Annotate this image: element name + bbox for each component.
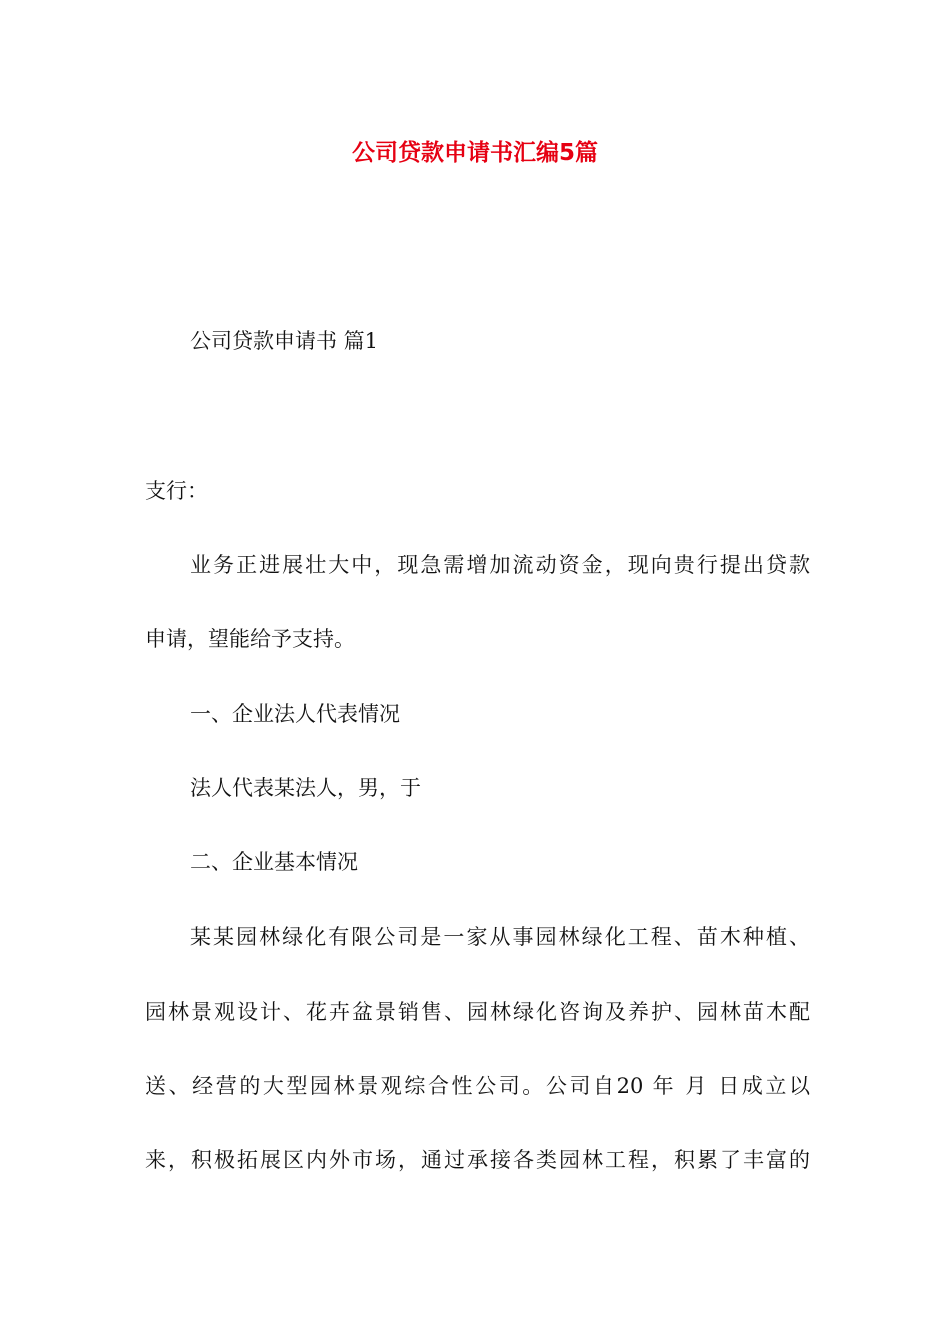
document-title: 公司贷款申请书汇编5篇 xyxy=(351,140,598,166)
paragraph-line: 业务正进展壮大中，现急需增加流动资金，现向贵行提出贷款 xyxy=(190,553,810,577)
paragraph-line: 送、经营的大型园林景观综合性公司。公司自20 年 月 日成立以 xyxy=(145,1074,810,1098)
section-heading: 公司贷款申请书 篇1 xyxy=(190,329,379,353)
section-item-legal-representative: 一、企业法人代表情况 xyxy=(190,702,400,726)
paragraph-line: 园林景观设计、花卉盆景销售、园林绿化咨询及养护、园林苗木配 xyxy=(145,1000,810,1024)
paragraph-line: 某某园林绿化有限公司是一家从事园林绿化工程、苗木种植、 xyxy=(190,925,810,949)
paragraph-line: 申请，望能给予支持。 xyxy=(145,627,355,651)
salutation: 支行： xyxy=(145,479,208,503)
paragraph-line: 法人代表某法人，男，于 xyxy=(190,776,421,800)
paragraph-line: 来，积极拓展区内外市场，通过承接各类园林工程，积累了丰富的 xyxy=(145,1148,810,1172)
section-item-company-basics: 二、企业基本情况 xyxy=(190,850,358,874)
